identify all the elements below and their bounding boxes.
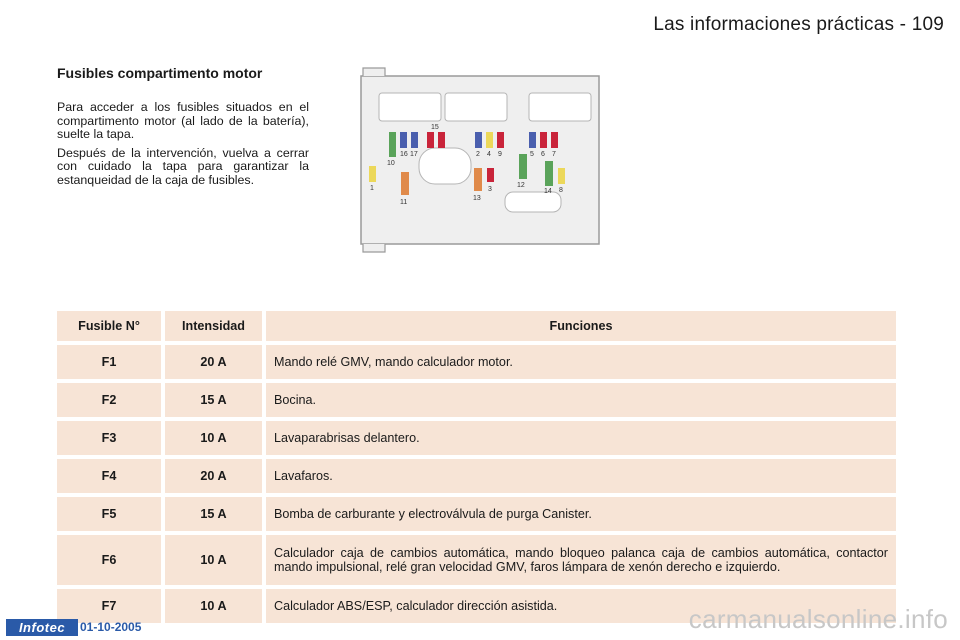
fuse-function: Bomba de carburante y electroválvula de purga Canister. xyxy=(266,497,896,531)
relay-slot xyxy=(529,93,591,121)
fuse-function: Bocina. xyxy=(266,383,896,417)
fuse-number: F1 xyxy=(57,345,161,379)
fuse-function: Lavaparabrisas delantero. xyxy=(266,421,896,455)
table-header-row xyxy=(57,311,896,341)
fuse-intensity: 15 A xyxy=(165,497,262,531)
fuse-function: Mando relé GMV, mando calculador motor. xyxy=(266,345,896,379)
fuse-label: 1 xyxy=(370,185,374,192)
table-row xyxy=(57,345,896,379)
intro-paragraph: Para acceder a los fusibles situados en el compartimento motor (al lado de la batería), suelte la tapa. xyxy=(57,100,309,142)
fuse-9 xyxy=(497,132,504,148)
table-row xyxy=(57,421,896,455)
watermark: carmanualsonline.info xyxy=(688,604,948,634)
fuse-label: 4 xyxy=(487,151,491,158)
connector-slot xyxy=(505,192,561,212)
fuse-5 xyxy=(529,132,536,148)
fuse-label: 5 xyxy=(530,151,534,158)
fuse-label: 7 xyxy=(552,151,556,158)
fuse-label: 2 xyxy=(476,151,480,158)
housing-tab xyxy=(363,244,385,252)
fuse-box-diagram xyxy=(355,66,605,256)
connector-slot xyxy=(419,148,471,184)
fuse-2 xyxy=(475,132,482,148)
fuse-number: F5 xyxy=(57,497,161,531)
fuse-number: F3 xyxy=(57,421,161,455)
fuse-function: Calculador ABS/ESP, calculador dirección asistida. xyxy=(266,589,896,623)
table-row xyxy=(57,497,896,531)
fuse-function: Calculador caja de cambios automática, mando bloqueo palanca caja de cambios automática, contactor mando impulsional, relé gran velocidad GMV, faros lámpara de xenón derecho e izquierdo. xyxy=(266,535,896,585)
fuse-8 xyxy=(558,168,565,184)
table-row xyxy=(57,459,896,493)
intro-text xyxy=(57,101,309,193)
intro-paragraph: Después de la intervención, vuelva a cerrar con cuidado la tapa para garantizar la estanqueidad de la caja de fusibles. xyxy=(57,145,309,187)
fuse-17 xyxy=(411,132,418,148)
table-row xyxy=(57,383,896,417)
fuse-number: F6 xyxy=(57,535,161,585)
fuse-number: F7 xyxy=(57,589,161,623)
footer-date: 01-10-2005 xyxy=(80,620,142,634)
fuse-intensity: 10 A xyxy=(165,421,262,455)
fuse-12 xyxy=(519,154,527,179)
fuse-1 xyxy=(369,166,376,182)
fuse-label: 14 xyxy=(544,188,552,195)
fuse-4 xyxy=(486,132,493,148)
fuse-13 xyxy=(474,168,482,191)
fuse-label: 10 xyxy=(387,160,395,167)
table-row xyxy=(57,535,896,585)
fuse-intensity: 20 A xyxy=(165,345,262,379)
column-header-fuse-number: Fusible N° xyxy=(57,311,161,341)
fuse-label: 17 xyxy=(410,151,418,158)
fuse-11 xyxy=(401,172,409,195)
fuse-label: 6 xyxy=(541,151,545,158)
housing-tab xyxy=(363,68,385,76)
fuse-label: 11 xyxy=(400,199,408,206)
fuse-15b xyxy=(438,132,445,148)
fuse-intensity: 10 A xyxy=(165,535,262,585)
fuse-intensity: 15 A xyxy=(165,383,262,417)
fuse-10 xyxy=(389,132,396,157)
fuse-label: 16 xyxy=(400,151,408,158)
fuse-label: 9 xyxy=(498,151,502,158)
column-header-intensity: Intensidad xyxy=(165,311,262,341)
infotec-logo: Infotec xyxy=(6,619,78,636)
fuse-table xyxy=(53,307,900,627)
column-header-functions: Funciones xyxy=(266,311,896,341)
fuse-label: 3 xyxy=(488,186,492,193)
fuse-function: Lavafaros. xyxy=(266,459,896,493)
fuse-6 xyxy=(540,132,547,148)
fuse-3 xyxy=(487,168,494,182)
fuse-intensity: 10 A xyxy=(165,589,262,623)
fuse-14 xyxy=(545,161,553,186)
fuse-15 xyxy=(427,132,434,148)
page-header: Las informaciones prácticas - 109 xyxy=(653,14,944,35)
relay-slot xyxy=(445,93,507,121)
fuse-number: F4 xyxy=(57,459,161,493)
fuse-label: 8 xyxy=(559,187,563,194)
fuse-16 xyxy=(400,132,407,148)
section-title: Fusibles compartimento motor xyxy=(57,65,263,81)
fuse-label: 13 xyxy=(473,195,481,202)
relay-slot xyxy=(379,93,441,121)
fuse-label: 12 xyxy=(517,182,525,189)
fuse-intensity: 20 A xyxy=(165,459,262,493)
fuse-7 xyxy=(551,132,558,148)
fuse-label: 15 xyxy=(431,124,439,131)
fuse-number: F2 xyxy=(57,383,161,417)
